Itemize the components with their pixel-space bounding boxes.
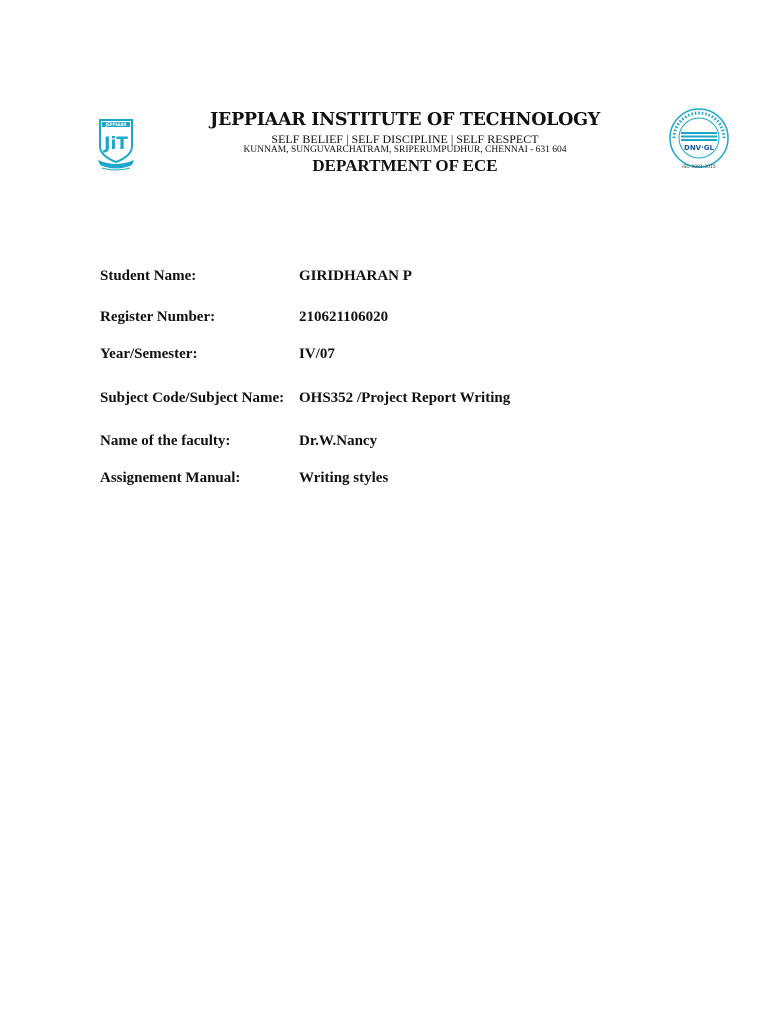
assignment-label: Assignement Manual: [100,470,241,486]
jit-college-logo-icon [96,116,136,172]
detail-row-faculty [100,423,660,460]
document-header [0,0,768,190]
svg-text:JEPPIAAR: JEPPIAAR [105,122,127,128]
assignment-value: Writing styles [299,470,389,486]
register-number-value: 210621106020 [299,309,389,325]
faculty-value: Dr.W.Nancy [299,433,378,449]
svg-text:DNV·GL: DNV·GL [684,144,714,152]
student-name-value: GIRIDHARAN P [299,267,412,284]
detail-row-assignment [100,460,660,497]
register-number-label: Register Number: [100,309,216,325]
student-details [100,262,660,497]
department-title: DEPARTMENT OF ECE [312,156,498,175]
subject-value: OHS352 /Project Report Writing [299,389,511,406]
year-semester-value: IV/07 [299,346,335,362]
subject-label: Subject Code/Subject Name: [100,389,285,406]
faculty-label: Name of the faculty: [100,433,231,449]
institute-address: KUNNAM, SUNGUVARCHATRAM, SRIPERUMPUDHUR, CHENNAI - 631 604 [243,145,567,155]
detail-row-subject [100,373,660,423]
institute-motto: SELF BELIEF | SELF DISCIPLINE | SELF RESPECT [271,132,539,146]
institute-name: JEPPIAAR INSTITUTE OF TECHNOLOGY [210,110,600,130]
detail-row-student-name [100,262,660,290]
year-semester-label: Year/Semester: [100,346,198,362]
detail-row-register-number [100,299,660,336]
student-name-label: Student Name: [100,267,197,284]
detail-row-year-semester [100,336,660,373]
svg-text:JiT: JiT [104,134,128,154]
svg-text:ISO 9001:2015: ISO 9001:2015 [682,165,716,170]
dnv-gl-certification-seal-icon [666,108,732,170]
